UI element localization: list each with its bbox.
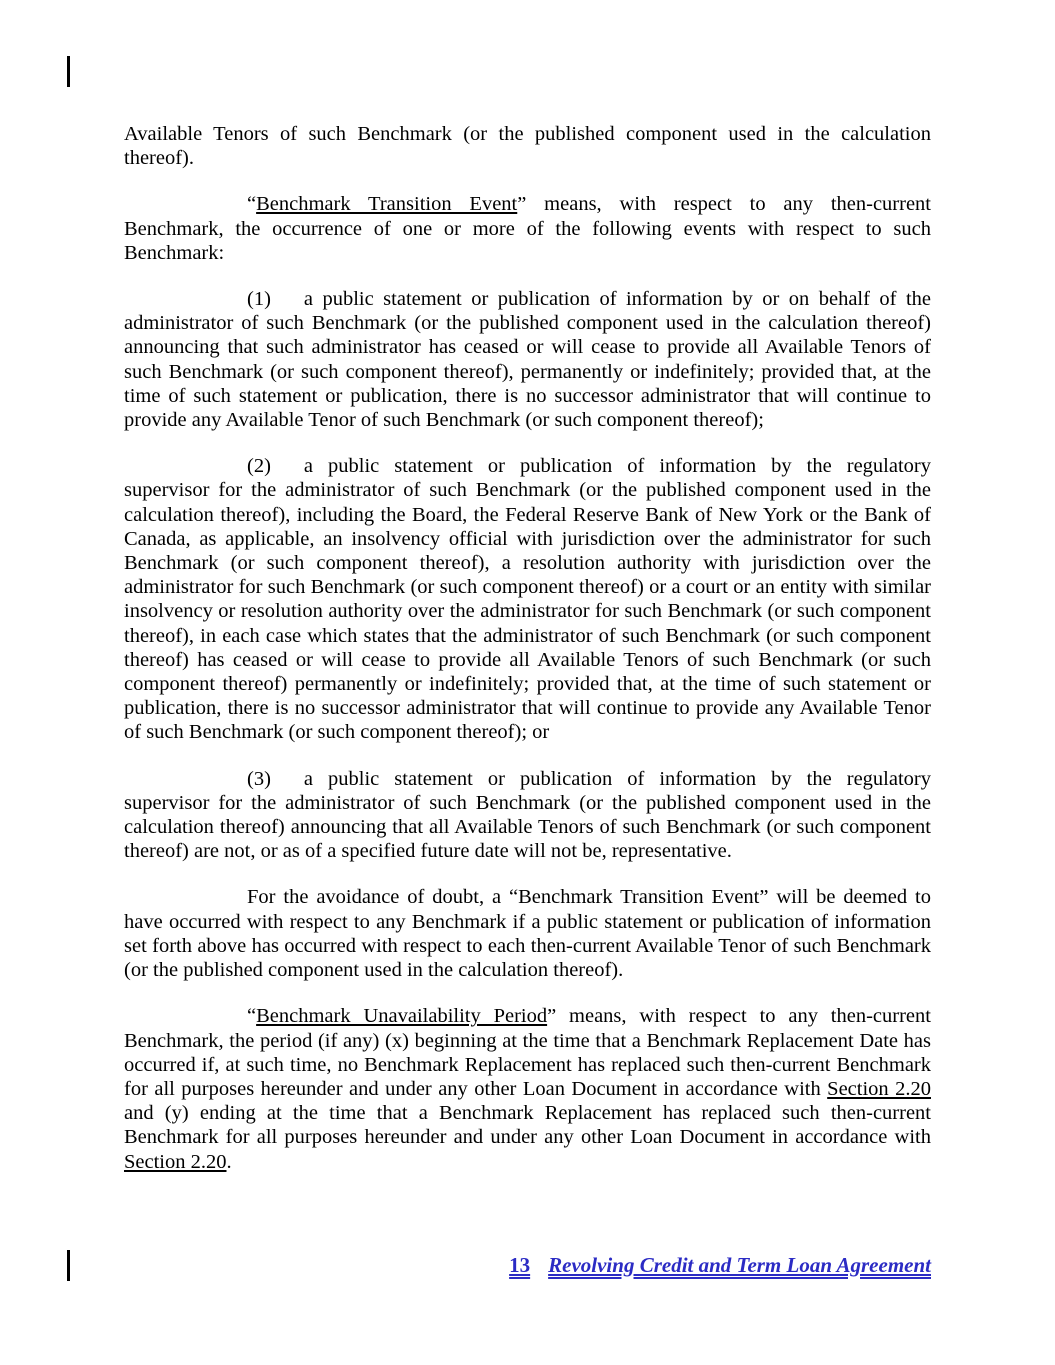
text-run: ” means, with respect to any then-current Benchmark, the period (if any) (x) beginning at the time that a Benchmark Replacement Date has occurred if, at such time, no Benchmark Replacement has replaced such then-current Benchmark for all purposes hereunder and under any other Loan Document in accordance with [124, 1005, 931, 1100]
document-body [124, 122, 931, 1196]
list-number: (3) [247, 767, 271, 790]
numbered-paragraph [124, 287, 931, 432]
list-number: (1) [247, 288, 271, 311]
text-run: and (y) ending at the time that a Benchmark Replacement has replaced such then-current Benchmark for all purposes hereunder and under any other Loan Document in accordance with [124, 1102, 931, 1149]
underlined-term: Section 2.20 [124, 1150, 227, 1173]
footer-document-title: Revolving Credit and Term Loan Agreement [548, 1253, 931, 1277]
text-run: a public statement or publication of information by the regulatory supervisor for the administrator of such Benchmark (or the published component used in the calculation thereof), including the Board, the Federal Reserve Bank of New York or the Bank of Canada, as applicable, an insolvency official with jurisdiction over the administrator for such Benchmark (or such component thereof), a resolution authority with jurisdiction over the administrator for such Benchmark (or such component thereof) or a court or an entity with similar insolvency or resolution authority over the administrator for such Benchmark (or such component thereof), in each case which states that the administrator of such Benchmark (or such component thereof) has ceased or will cease to provide all Available Tenors of such Benchmark (or such component thereof) permanently or indefinitely; provided that, at the time of such statement or publication, there is no successor administrator that will continue to provide any Available Tenor of such Benchmark (or such component thereof); or [124, 455, 931, 744]
change-bar-icon [67, 56, 70, 87]
paragraph [124, 1004, 931, 1173]
paragraph [124, 122, 931, 170]
underlined-term: Section 2.20 [827, 1077, 931, 1100]
text-run: a public statement or publication of information by or on behalf of the administrator of such Benchmark (or the published component used in the calculation thereof) announcing that such administrator has ceased or will cease to provide all Available Tenors of such Benchmark (or such component thereof), permanently or indefinitely; provided that, at the time of such statement or publication, there is no successor administrator that will continue to provide any Available Tenor of such Benchmark (or such component thereof); [124, 288, 931, 432]
paragraph [124, 885, 931, 982]
text-run: ” means, with respect to any then-current Benchmark, the occurrence of one or more of the following events with respect to such Benchmark: [124, 193, 931, 264]
text-run: a public statement or publication of information by the regulatory supervisor for the administrator of such Benchmark (or the published component used in the calculation thereof) announcing that all Available Tenors of such Benchmark (or such component thereof) are not, or as of a specified future date will not be, representative. [124, 767, 931, 863]
underlined-term: Benchmark Unavailability Period [256, 1005, 548, 1028]
change-bar-icon [67, 1250, 70, 1281]
text-run: For the avoidance of doubt, a “Benchmark Transition Event” will be deemed to have occurred with respect to any Benchmark if a public statement or publication of information set forth above has occurred with respect to each then-current Available Tenor of such Benchmark (or the published component used in the calculation thereof). [124, 886, 931, 982]
text-run: “ [247, 1005, 257, 1028]
text-run: Available Tenors of such Benchmark (or the published component used in the calculation thereof). [124, 123, 931, 170]
numbered-paragraph [124, 767, 931, 864]
paragraph [124, 192, 931, 265]
page-number: 13 [509, 1253, 531, 1277]
numbered-paragraph [124, 454, 931, 744]
page-footer [124, 1253, 931, 1278]
list-number: (2) [247, 455, 271, 478]
underlined-term: Benchmark Transition Event [256, 193, 518, 216]
text-run: . [226, 1150, 232, 1173]
text-run: “ [247, 193, 257, 216]
